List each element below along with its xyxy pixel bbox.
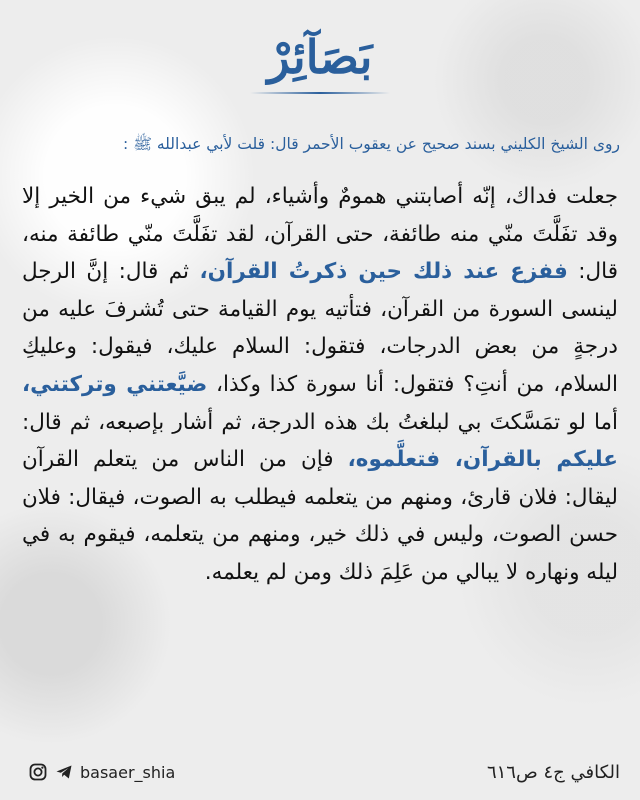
highlight-text: ضيَّعتني وتركتني، <box>22 371 208 397</box>
narration-intro: روى الشيخ الكليني بسند صحيح عن يعقوب الأحمر قال: قلت لأبي عبدالله ﷺ : <box>123 135 620 153</box>
page-title: بَصَآئِرْ <box>267 30 373 84</box>
telegram-icon <box>54 762 74 782</box>
source-reference: الكافي ج٤ ص٦١٦ <box>486 762 620 783</box>
footer <box>0 760 640 790</box>
highlight-text: عليكم بالقرآن، فتعلَّموه، <box>347 447 618 473</box>
title-ornament <box>250 88 390 98</box>
social-handle[interactable] <box>28 762 175 782</box>
text-segment: جعلت فداك، إنّه أصابتني همومٌ وأشياء، لم يبق شيء من الخير إلا وقد تفَلَّتَ منّي منه طائفة، حتى القرآن، لقد تفَلَّتَ منّي طائفة منه، قال: <box>22 184 618 285</box>
hadith-text <box>22 178 618 592</box>
text-segment: فإن من الناس من يتعلم القرآن ليقال: فلان قارئ، ومنهم من يتعلمه فيطلب به الصوت، فيقال: فلان حسن الصوت، وليس في ذلك خير، ومنهم من يتعلمه، فيقوم به في ليله ونهاره لا يبالي من عَلِمَ ذلك ومن لم يعلمه. <box>22 447 618 585</box>
highlight-text: ففزع عند ذلك حين ذكرتُ القرآن، <box>199 259 568 285</box>
text-segment: أما لو تمَسَّكتَ بي لبلغتُ بك هذه الدرجة، ثم أشار بإصبعه، ثم قال: <box>22 409 618 435</box>
header <box>0 30 640 98</box>
instagram-icon <box>28 762 48 782</box>
handle-text: basaer_shia <box>80 762 176 782</box>
text-segment: ثم قال: إنَّ الرجل لينسى السورة من القرآن، فتأتيه يوم القيامة حتى تُشرفَ عليه من درجةٍ من بعض الدرجات، فتقول: السلام عليك، فيقول: وعليكِ السلام، من أنتِ؟ فتقول: أنا سورة كذا وكذا، <box>22 259 618 397</box>
